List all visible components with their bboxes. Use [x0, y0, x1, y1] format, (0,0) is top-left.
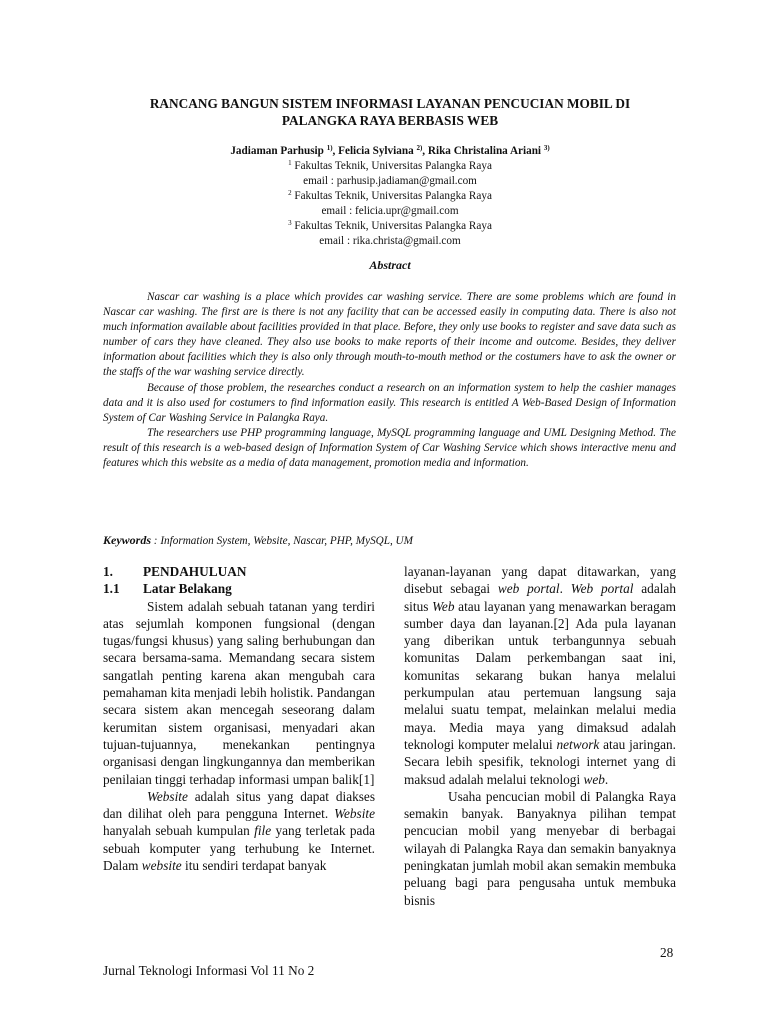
email-1: email : parhusip.jadiaman@gmail.com [303, 175, 477, 187]
author-1-name: Jadiaman Parhusip [230, 145, 324, 157]
title-line-1: RANCANG BANGUN SISTEM INFORMASI LAYANAN PENCUCIAN MOBIL DI [149, 96, 631, 111]
right-column [404, 563, 676, 909]
journal-footer: Jurnal Teknologi Informasi Vol 11 No 2 [103, 963, 315, 978]
email-3: email : rika.christa@gmail.com [319, 235, 461, 247]
abstract-paragraph-2: Because of those problem, the researches conduct a research on an information system to help the cashier manages data and it is also used for costumers to find information easily. This research is entitled A Web-Based Design of Information System of Car Washing Service in Palangka Raya. [103, 381, 676, 424]
author-3-name: Rika Christalina Ariani [427, 145, 542, 157]
author-1-sup: 1) [326, 144, 333, 152]
author-separator: , [422, 145, 428, 157]
abstract-heading: Abstract [369, 258, 411, 272]
keywords-text: : Information System, Website, Nascar, PHP, MySQL, UM [151, 535, 413, 547]
body-paragraph: Sistem adalah sebuah tatanan yang terdiri atas sejumlah komponen fungsional (dengan tugas/fungsi khusus) yang saling berhubungan dan secara bersama-sama. Memandang secara sistem sangatlah penting karena akan mengubah cara pemahaman kita menjadi lebih holistik. Pandangan secara sistem akan mencegah seseorang dalam kerumitan sistem organisasi, menyadari akan tujuan-tujuannya, menekankan pentingnya organisasi dengan lingkungannya dan memberikan penilaian tinggi terhadap informasi umpan balik[1] [103, 598, 375, 787]
title-line-2: PALANGKA RAYA BERBASIS WEB [281, 113, 499, 128]
keywords-line [103, 533, 676, 549]
subsection-heading [103, 580, 375, 597]
abstract-paragraph-1: Nascar car washing is a place which provides car washing service. There are some problems which are found in Nascar car washing. The first are is there is not any facility that can be accessed easily in computing data. There is also not much information available about facilities provided in that place. Before, they only use books to register and save data such as number of cars they have cleaned. They also use books to make reports of their income and outcome. Besides, they deliver information about facilities which they is also only through mouth-to-mouth method or the costumers have to ask the owner or the staffs of the war washing service directly. [103, 291, 676, 379]
affiliation-1: $^1$ Fakultas Teknik, Universitas Palangka Raya [288, 159, 492, 172]
author-names [90, 144, 690, 159]
author-2-name: Felicia Sylviana [338, 145, 414, 157]
body-paragraph: layanan-layanan yang dapat ditawarkan, yang disebut sebagai web portal. Web portal adalah situs Web atau layanan yang menawarkan beragam sumber daya dan layanan.[2] Ada pula layanan yang diberikan untuk terbangunnya sebuah komunitas Dalam perkembangan saat ini, komunitas sekarang bukan hanya melalui perkumpulan atau pertemuan langsung saja melalui suatu tempat, melainkan melalui media maya. Media maya yang dimaksud adalah teknologi komputer melalui network atau jaringan. Secara lebih spesifik, teknologi internet yang di maksud adalah melalui teknologi web. [404, 564, 676, 787]
section-heading [103, 563, 375, 580]
email-2: email : felicia.upr@gmail.com [321, 205, 459, 217]
author-separator: , [332, 145, 339, 157]
affiliation-2: $^2$ Fakultas Teknik, Universitas Palangka Raya [288, 189, 492, 202]
section-number: 1. [103, 564, 113, 579]
author-block [90, 144, 690, 249]
subsection-number: 1.1 [103, 581, 120, 597]
abstract-paragraph-3: The researchers use PHP programming language, MySQL programming language and UML Designing Method. The result of this research is a web-based design of Information System of Car Washing Service which shows interactive menu and features which this website as a media of data management, promotion media and information. [103, 426, 676, 470]
left-column [103, 563, 375, 874]
affiliation-3: $^3$ Fakultas Teknik, Universitas Palangka Raya [288, 219, 492, 232]
section-title: PENDAHULUAN [143, 564, 247, 579]
body-paragraph: Website adalah situs yang dapat diakses dan dilihat oleh para pengguna Internet. Website hanyalah sebuah kumpulan file yang terletak pada sebuah komputer yang terhubung ke Internet. Dalam website itu sendiri terdapat banyak [103, 788, 375, 874]
author-3-sup: 3) [543, 144, 550, 152]
author-2-sup: 2) [416, 144, 423, 152]
subsection-title: Latar Belakang [143, 581, 232, 597]
abstract-body [103, 290, 676, 471]
paper-title [90, 95, 690, 129]
keywords-label: Keywords [103, 533, 151, 547]
page-number: 28 [660, 945, 674, 960]
body-paragraph: Usaha pencucian mobil di Palangka Raya semakin banyak. Banyaknya pilihan tempat pencucian mobil yang menyebar di berbagai wilayah di Palangka Raya dan semakin banyaknya peningkatan jumlah mobil akan semakin membuka peluang bagi para pengusaha untuk membuka bisnis [404, 788, 676, 908]
